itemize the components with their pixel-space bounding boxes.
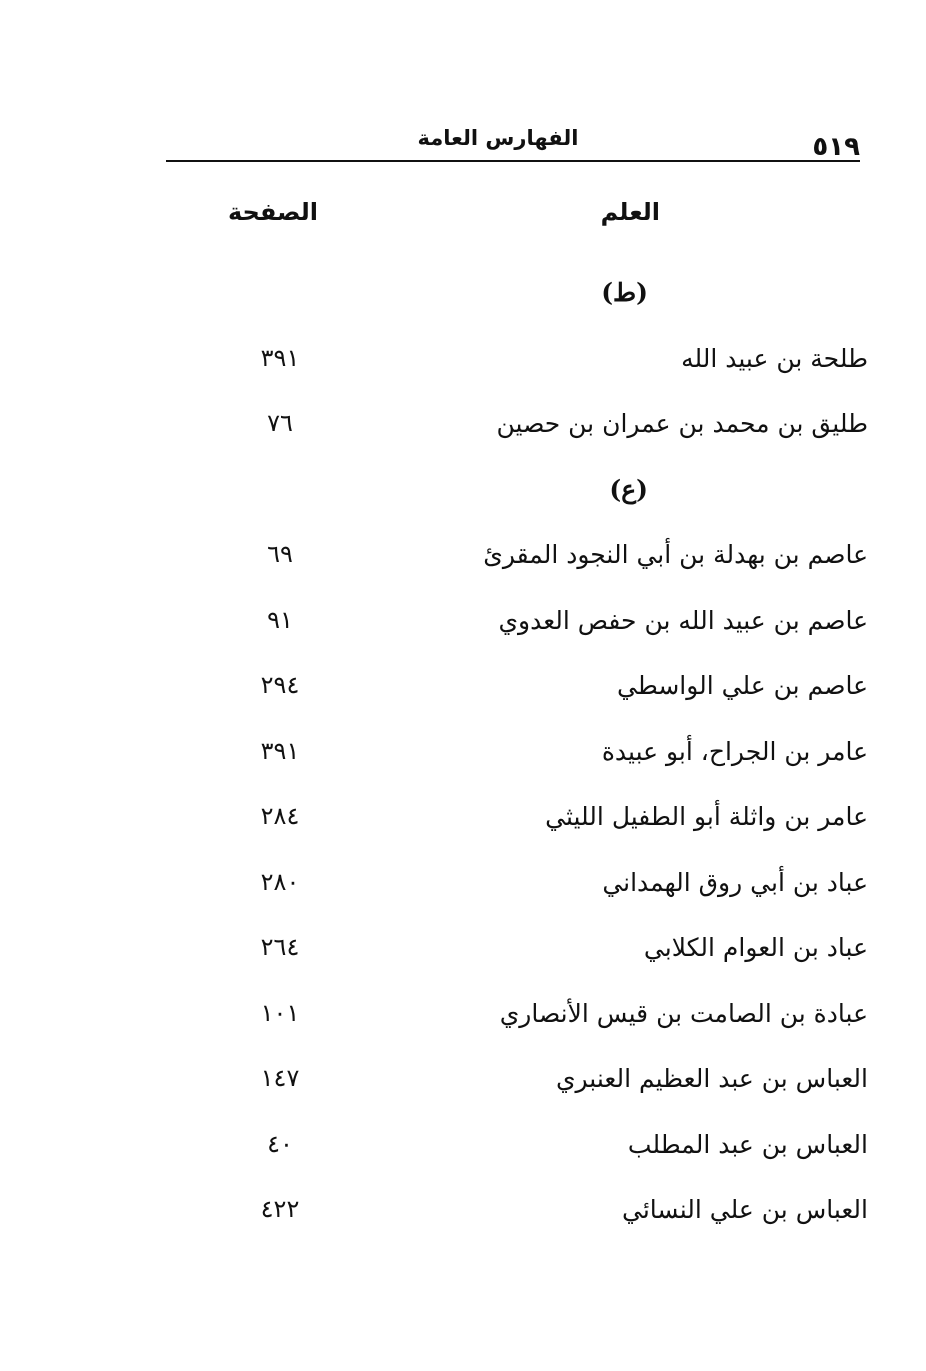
entry-page-number: ٦٩	[267, 540, 293, 568]
index-entry-row	[200, 1183, 868, 1249]
entry-name: عباد بن أبي روق الهمداني	[602, 867, 868, 897]
entry-page-number: ٣٩١	[260, 736, 300, 765]
letter-heading-row	[200, 463, 868, 529]
entry-name: عباد بن العوام الكلابي	[643, 933, 868, 962]
entry-page-number: ٧٦	[267, 409, 293, 437]
entry-page-number: ٤٢٢	[260, 1195, 300, 1223]
entry-page-number: ٩١	[267, 605, 293, 634]
index-entry-row	[200, 1118, 868, 1184]
index-entry-row	[200, 397, 868, 463]
entry-name: عامر بن الجراح، أبو عبيدة	[601, 736, 868, 766]
entry-page-number: ٣٩١	[260, 343, 300, 372]
index-entry-row	[200, 790, 868, 856]
entry-name: العباس بن علي النسائي	[622, 1195, 868, 1224]
entry-name: طليق بن محمد بن عمران بن حصين	[496, 409, 868, 438]
letter-heading-row	[200, 266, 868, 332]
index-entry-row	[200, 725, 868, 791]
header-rule	[166, 160, 860, 162]
index-list	[200, 266, 868, 1249]
index-entry-row	[200, 856, 868, 922]
running-header	[166, 118, 860, 166]
index-entry-row	[200, 594, 868, 660]
letter-heading: (ط)	[601, 278, 648, 307]
entry-name: عبادة بن الصامت بن قيس الأنصاري	[499, 998, 868, 1028]
column-heading-name: العلم	[600, 198, 660, 226]
index-entry-row	[200, 921, 868, 987]
index-entry-row	[200, 659, 868, 725]
entry-name: عاصم بن بهدلة بن أبي النجود المقرئ	[483, 540, 868, 569]
index-entry-row	[200, 987, 868, 1053]
entry-name: عاصم بن عبيد الله بن حفص العدوي	[498, 605, 868, 635]
entry-page-number: ١٤٧	[260, 1064, 300, 1092]
column-heading-page: الصفحة	[227, 198, 318, 226]
index-entry-row	[200, 528, 868, 594]
entry-page-number: ٢٨٤	[260, 802, 300, 830]
letter-heading: (ع)	[609, 474, 648, 504]
entry-name: عاصم بن علي الواسطي	[617, 671, 868, 700]
index-entry-row	[200, 1052, 868, 1118]
header-title: الفهارس العامة	[417, 126, 579, 150]
entry-page-number: ٢٨٠	[260, 867, 300, 896]
entry-name: طلحة بن عبيد الله	[681, 343, 868, 373]
entry-page-number: ٢٦٤	[260, 933, 300, 961]
entry-name: العباس بن عبد المطلب	[627, 1129, 868, 1159]
entry-page-number: ٤٠	[267, 1129, 293, 1158]
index-entry-row	[200, 332, 868, 398]
entry-name: عامر بن واثلة أبو الطفيل الليثي	[545, 802, 868, 831]
entry-name: العباس بن عبد العظيم العنبري	[555, 1064, 868, 1093]
entry-page-number: ٢٩٤	[260, 671, 300, 699]
entry-page-number: ١٠١	[260, 998, 300, 1027]
page-number: ٥١٩	[812, 132, 860, 162]
